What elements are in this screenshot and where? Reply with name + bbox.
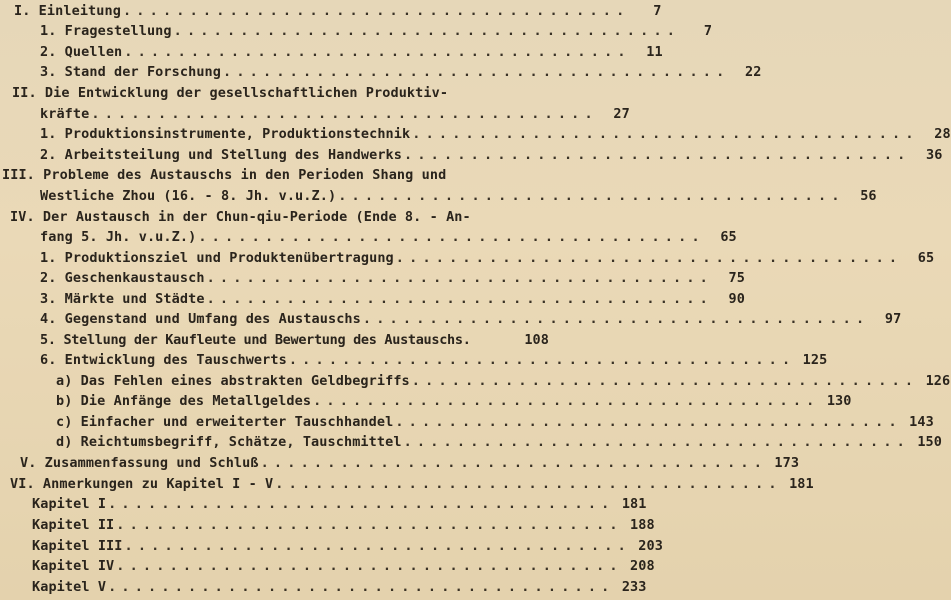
toc-leader-dots: ...................................... — [395, 414, 902, 430]
toc-entry-text: c) Einfacher und erweiterter Tauschhandel — [56, 414, 394, 430]
toc-entry-text: 6. Entwicklung des Tauschwerts — [40, 352, 287, 368]
toc-entry-metallgeld — [56, 391, 852, 411]
toc-page-number: 22 — [745, 64, 762, 80]
toc-entry-geschenkaustausch — [40, 268, 746, 288]
toc-entry-probleme-cont — [40, 186, 877, 206]
toc-entry-text: IV. Der Austausch in der Chun-qiu-Periode (Ende 8. - An- — [10, 209, 471, 225]
toc-entry-gegenstand — [40, 309, 902, 329]
toc-page-number: 56 — [860, 188, 877, 204]
toc-entry-text: 2. Quellen — [40, 44, 123, 60]
toc-entry-text: 5. Stellung der Kaufleute und Bewertung des Austauschs. — [40, 332, 471, 348]
toc-entry-kaufleute — [40, 330, 549, 350]
toc-entry-text: VI. Anmerkungen zu Kapitel I - V — [10, 476, 274, 492]
toc-entry-text: III. Probleme des Austauschs in den Perioden Shang und — [2, 167, 447, 183]
toc-entry-arbeitsteilung — [40, 145, 943, 165]
toc-entry-stand-der-forschung — [40, 62, 762, 82]
toc-leader-dots: ...................................... — [412, 126, 919, 142]
toc-leader-dots: ...................................... — [404, 147, 911, 163]
toc-entry-kapitel-3 — [32, 536, 663, 556]
toc-entry-text: Kapitel I — [32, 496, 107, 512]
toc-entry-text: 2. Arbeitsteilung und Stellung des Handwerks — [40, 147, 403, 163]
toc-entry-fragestellung — [40, 21, 713, 41]
toc-leader-dots: ...................................... — [403, 434, 911, 450]
toc-page-number: 36 — [926, 147, 943, 163]
toc-leader-dots: ...................................... — [122, 3, 630, 19]
toc-leader-dots: ...................................... — [313, 393, 820, 409]
toc-entry-text: Kapitel II — [32, 517, 115, 533]
toc-entry-produktionsinstrumente — [40, 124, 951, 144]
toc-page-number: 7 — [703, 23, 713, 39]
toc-page-number: 143 — [909, 414, 934, 430]
toc-page-number: 27 — [613, 106, 630, 122]
toc-entry-text: Westliche Zhou (16. - 8. Jh. v.u.Z.) — [40, 188, 337, 204]
toc-leader-dots: ...................................... — [124, 538, 631, 554]
toc-page-number: 181 — [789, 476, 814, 492]
toc-page-number: 108 — [524, 332, 549, 348]
toc-entry-text: 1. Produktionsinstrumente, Produktionstechnik — [40, 126, 411, 142]
toc-page-number: 28 — [934, 126, 951, 142]
toc-entry-austausch-cont — [40, 227, 737, 247]
toc-entry-quellen — [40, 42, 663, 62]
toc-leader-dots: ...................................... — [395, 250, 903, 266]
toc-page-number: 150 — [917, 434, 943, 450]
toc-page-number: 188 — [630, 517, 655, 533]
toc-leader-dots: ...................................... — [108, 496, 615, 512]
toc-entry-kapitel-2 — [32, 515, 655, 535]
toc-entry-reichtumsbegriff — [56, 432, 943, 452]
toc-entry-tauschhandel — [56, 412, 934, 432]
toc-entry-text: 2. Geschenkaustausch — [40, 270, 205, 286]
toc-leader-dots: ...................................... — [173, 23, 681, 39]
toc-entry-text: fang 5. Jh. v.u.Z.) — [40, 229, 197, 245]
toc-entry-text: Kapitel V — [32, 579, 107, 595]
toc-page-number: 97 — [884, 311, 902, 327]
toc-leader-dots: ...................................... — [411, 373, 919, 389]
toc-entry-text: 1. Produktionsziel und Produktenübertragung — [40, 250, 394, 266]
toc-entry-text: Kapitel III — [32, 538, 123, 554]
toc-leader-dots: ...................................... — [124, 44, 631, 60]
toc-entry-zusammenfassung — [20, 453, 800, 473]
toc-leader-dots: ...................................... — [260, 455, 768, 471]
toc-entry-kapitel-1 — [32, 494, 647, 514]
toc-entry-probleme-heading — [2, 165, 549, 185]
toc-page-number: 203 — [638, 538, 663, 554]
toc-leader-dots: ...................................... — [288, 352, 796, 368]
toc-page-number: 65 — [917, 250, 935, 266]
toc-entry-produktivkraefte-heading — [12, 83, 549, 103]
toc-entry-text: d) Reichtumsbegriff, Schätze, Tauschmittel — [56, 434, 402, 450]
toc-entry-text: b) Die Anfänge des Metallgeldes — [56, 393, 312, 409]
toc-entry-text: I. Einleitung — [14, 3, 121, 19]
toc-leader-dots: ...................................... — [198, 229, 705, 245]
toc-page-number: 125 — [802, 352, 828, 368]
toc-entry-text: 3. Märkte und Städte — [40, 291, 205, 307]
toc-leader-dots: ...................................... — [108, 579, 615, 595]
toc-entry-produktionsziel — [40, 248, 935, 268]
toc-entry-text: 1. Fragestellung — [40, 23, 172, 39]
toc-page-number: 208 — [630, 558, 655, 574]
toc-entry-einleitung — [14, 1, 662, 21]
toc-leader-dots: ...................................... — [116, 517, 623, 533]
toc-entry-text: kräfte — [40, 106, 90, 122]
toc-leader-dots: ...................................... — [206, 291, 714, 307]
toc-page-number: 126 — [925, 373, 951, 389]
toc-entry-geldbegriff — [56, 371, 951, 391]
toc-leader-dots: ...................................... — [223, 64, 730, 80]
toc-entry-text: V. Zusammenfassung und Schluß — [20, 455, 259, 471]
toc-leader-dots: ...................................... — [275, 476, 782, 492]
toc-entry-produktivkraefte-cont — [40, 104, 630, 124]
toc-page-number: 173 — [774, 455, 800, 471]
toc-page-number: 7 — [653, 3, 662, 19]
toc-leader-dots: ...................................... — [91, 106, 598, 122]
toc-page-number: 65 — [720, 229, 737, 245]
toc-entry-text: II. Die Entwicklung der gesellschaftlichen Produktiv- — [12, 85, 449, 101]
toc-leader-dots: ...................................... — [362, 311, 870, 327]
toc-entry-text: 3. Stand der Forschung — [40, 64, 222, 80]
toc-entry-text: a) Das Fehlen eines abstrakten Geldbegriffs — [56, 373, 410, 389]
toc-entry-anmerkungen — [10, 474, 814, 494]
toc-entry-text: 4. Gegenstand und Umfang des Austauschs — [40, 311, 361, 327]
toc-leader-dots: ...................................... — [338, 188, 845, 204]
toc-page-number: 11 — [646, 44, 663, 60]
toc-leader-dots: ...................................... — [116, 558, 623, 574]
toc-page-number: 75 — [728, 270, 746, 286]
toc-entry-text: Kapitel IV — [32, 558, 115, 574]
toc-page-number: 90 — [728, 291, 746, 307]
toc-entry-austausch-heading — [10, 207, 549, 227]
toc-page-number: 181 — [621, 496, 647, 512]
toc-entry-tauschwert — [40, 350, 828, 370]
toc-page-number: 130 — [826, 393, 852, 409]
toc-page-number: 233 — [621, 579, 647, 595]
toc-entry-kapitel-5 — [32, 577, 647, 597]
toc-entry-maerkte — [40, 289, 746, 309]
toc-entry-kapitel-4 — [32, 556, 655, 576]
toc-leader-dots: ...................................... — [206, 270, 714, 286]
